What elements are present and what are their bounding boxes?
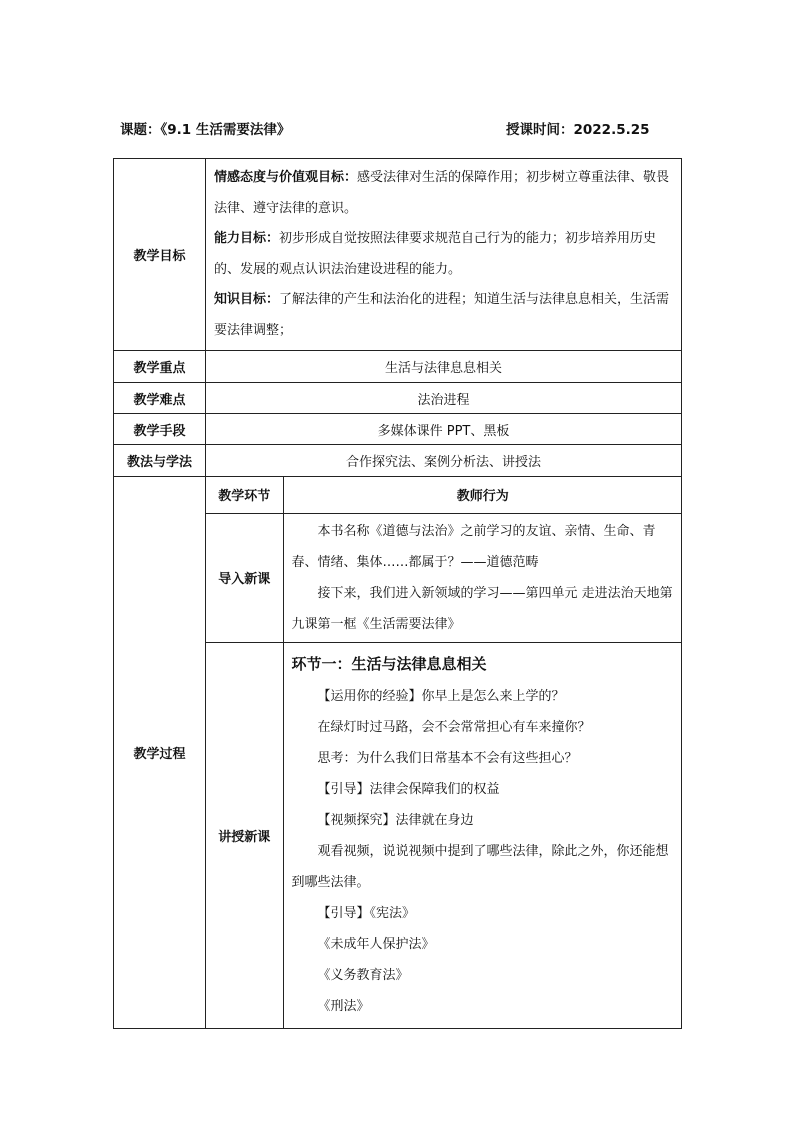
stage-header: 教学环节 [206,477,283,513]
row-label: 教学手段 [114,414,206,445]
row-label: 教学难点 [114,383,206,414]
lesson-row [206,642,682,1028]
lesson-topic: 课题：《9.1 生活需要法律》 [120,122,291,138]
row-value: 法治进程 [206,383,682,414]
goal-text: 感受法律对生活的保障作用；初步树立尊重法律、敬畏法律、遵守法律的意识。 [214,170,670,216]
goal-title: 知识目标： [214,292,280,307]
lesson-line: 【运用你的经验】你早上是怎么来上学的？ [317,688,565,704]
difficulty-row [114,383,682,414]
teacher-header: 教师行为 [283,477,682,513]
means-row [114,414,682,445]
key-point-row [114,351,682,383]
row-value: 多媒体课件 PPT、黑板 [206,414,682,445]
goal-text: 初步形成自觉按照法律要求规范自己行为的能力；初步培养用历史的、发展的观点认识法治建设进程的能力。 [214,231,657,277]
row-label: 教学重点 [114,351,206,383]
methods-row [114,445,682,477]
section-title: 环节一：生活与法律息息相关 [291,654,487,673]
goal-title: 情感态度与价值观目标： [214,170,358,185]
goal-title: 能力目标： [214,231,280,246]
lesson-date: 授课时间：2022.5.25 [506,122,650,138]
row-label: 教学过程 [114,477,206,1029]
lesson-line: 【视频探究】法律就在身边 [317,812,474,828]
process-cell [206,477,682,1029]
lesson-line: 《未成年人保护法》 [317,936,435,952]
lesson-header [120,118,680,140]
lesson-line: 【引导】《宪法》 [317,905,416,921]
process-header-row [206,477,682,513]
intro-line: 本书名称《道德与法治》之前学习的友谊、亲情、生命、青春、情绪、集体……都属于？——道德范畴 [291,523,656,570]
lesson-line: 在绿灯时过马路，会不会常常担心有车来撞你？ [317,719,591,735]
lesson-line: 《刑法》 [317,998,370,1014]
goal-ability [214,224,675,285]
goal-knowledge [214,285,675,346]
goal-attitude [214,163,675,224]
intro-content [283,513,682,642]
lesson-plan-table [113,158,682,1029]
intro-line: 接下来，我们进入新领域的学习——第四单元 走进法治天地第九课第一框《生活需要法律》 [291,585,673,632]
goal-text: 了解法律的产生和法治化的进程；知道生活与法律息息相关，生活需要法律调整； [214,292,670,338]
intro-row [206,513,682,642]
row-value: 合作探究法、案例分析法、讲授法 [206,445,682,477]
lesson-line: 《义务教育法》 [317,967,409,983]
lesson-line: 【引导】法律会保障我们的权益 [317,781,500,797]
row-value: 生活与法律息息相关 [206,351,682,383]
teaching-process-row [114,477,682,1029]
row-label: 教法与学法 [114,445,206,477]
stage-label: 导入新课 [206,513,283,642]
teaching-goals-row [114,159,682,351]
goals-content [206,159,682,351]
lesson-paragraph: 观看视频，说说视频中提到了哪些法律，除此之外，你还能想到哪些法律。 [291,843,669,890]
stage-label: 讲授新课 [206,642,283,1028]
process-table [206,477,682,1028]
lesson-line: 思考：为什么我们日常基本不会有这些担心？ [317,750,578,766]
lesson-content [283,642,682,1028]
row-label: 教学目标 [114,159,206,351]
